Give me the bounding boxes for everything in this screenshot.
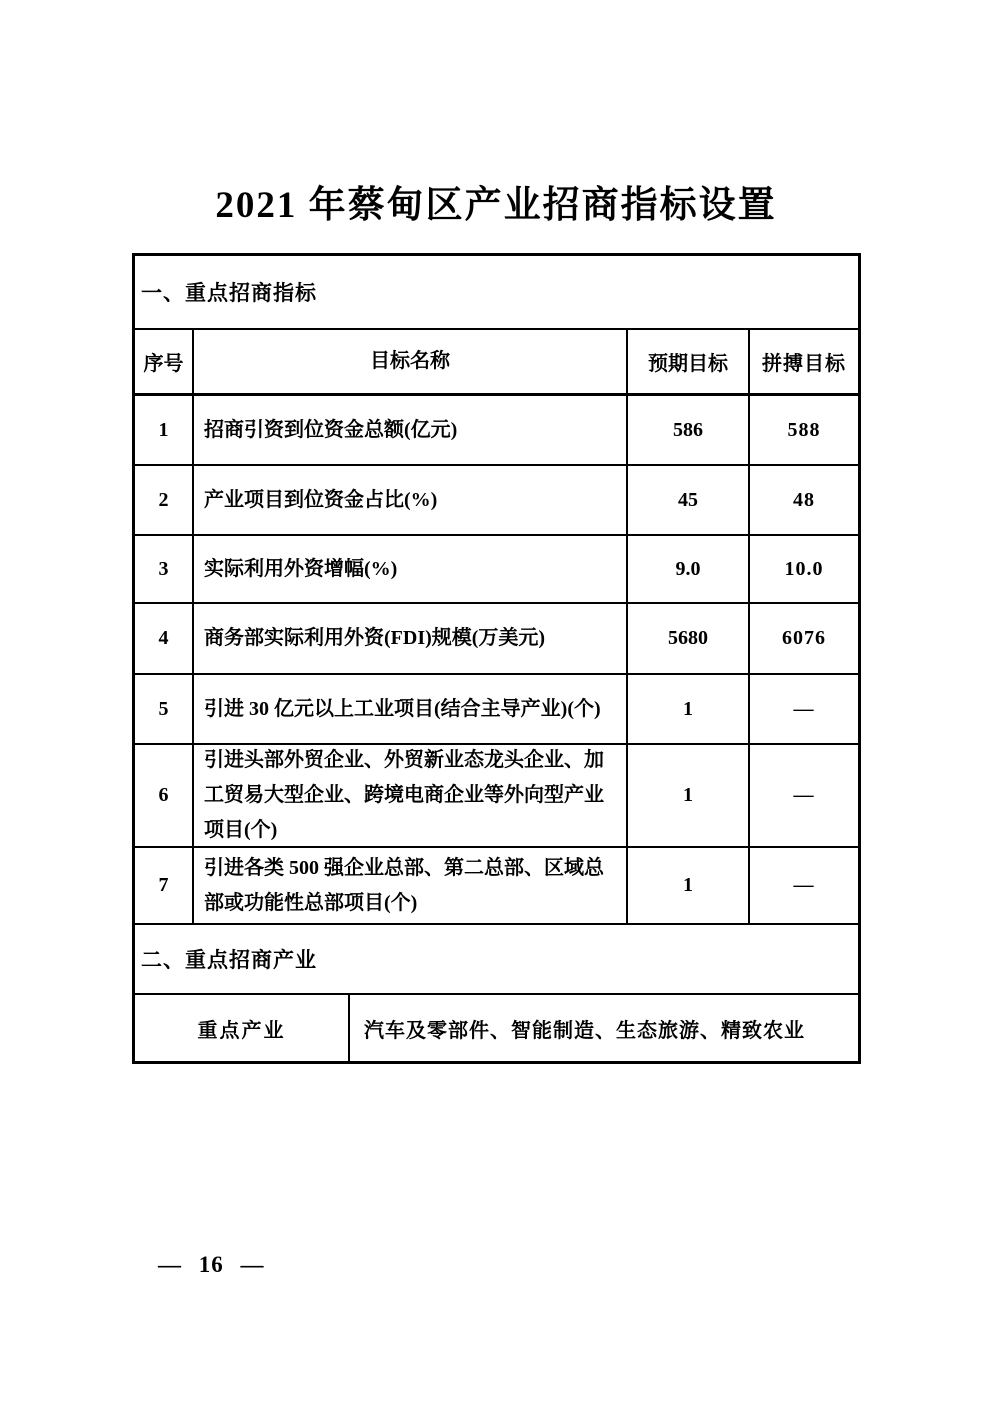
page-number: — 16 —: [158, 1252, 265, 1277]
row-number-cell: 5: [158, 697, 169, 720]
target-name-cell: 引进头部外贸企业、外贸新业态龙头企业、加工贸易大型企业、跨境电商企业等外向型产业项目(个): [192, 745, 626, 846]
target-name-cell: 引进各类 500 强企业总部、第二总部、区域总部或功能性总部项目(个): [192, 848, 626, 923]
key-industry-label: 重点产业: [135, 995, 350, 1061]
row-number-cell: 6: [158, 784, 169, 806]
stretch-target-cell: —: [748, 848, 858, 923]
section2-header: 二、重点招商产业: [135, 925, 858, 995]
table-header-row: [135, 330, 858, 396]
table-row: [135, 604, 858, 675]
row-number-cell: 2: [158, 488, 169, 511]
section1-header: 一、重点招商指标: [135, 256, 858, 330]
expected-target-cell: 1: [626, 745, 748, 846]
target-name-cell: 实际利用外资增幅(%): [192, 536, 626, 602]
page-title: 2021 年蔡甸区产业招商指标设置: [215, 185, 777, 226]
column-header-no: 序号: [143, 353, 184, 375]
expected-target-cell: 9.0: [626, 536, 748, 602]
target-name-cell: 招商引资到位资金总额(亿元): [192, 396, 626, 464]
table-row: [135, 396, 858, 466]
indicator-table: [132, 253, 861, 1064]
stretch-target-cell: 48: [748, 466, 858, 534]
table-row: [135, 536, 858, 604]
expected-target-cell: 1: [626, 848, 748, 923]
stretch-target-cell: 10.0: [748, 536, 858, 602]
expected-target-cell: 586: [626, 396, 748, 464]
target-name-cell: 商务部实际利用外资(FDI)规模(万美元): [192, 604, 626, 673]
table-row: [135, 745, 858, 848]
stretch-target-cell: —: [748, 675, 858, 743]
stretch-target-cell: —: [748, 745, 858, 846]
expected-target-cell: 1: [626, 675, 748, 743]
stretch-target-cell: 6076: [748, 604, 858, 673]
target-name-cell: 引进 30 亿元以上工业项目(结合主导产业)(个): [192, 675, 626, 743]
row-number-cell: 7: [158, 874, 169, 896]
key-industry-row: [135, 995, 858, 1061]
stretch-target-cell: 588: [748, 396, 858, 464]
column-header-name: 目标名称: [192, 330, 626, 393]
key-industry-value: 汽车及零部件、智能制造、生态旅游、精致农业: [364, 1019, 805, 1042]
row-number-cell: 4: [158, 627, 169, 649]
column-header-expected: 预期目标: [626, 330, 748, 393]
table-row: [135, 848, 858, 925]
target-name-cell: 产业项目到位资金占比(%): [192, 466, 626, 534]
expected-target-cell: 5680: [626, 604, 748, 673]
row-number-cell: 1: [158, 418, 169, 441]
table-row: [135, 675, 858, 745]
expected-target-cell: 45: [626, 466, 748, 534]
column-header-stretch: 拼搏目标: [748, 330, 858, 393]
table-row: [135, 466, 858, 536]
row-number-cell: 3: [158, 557, 169, 580]
